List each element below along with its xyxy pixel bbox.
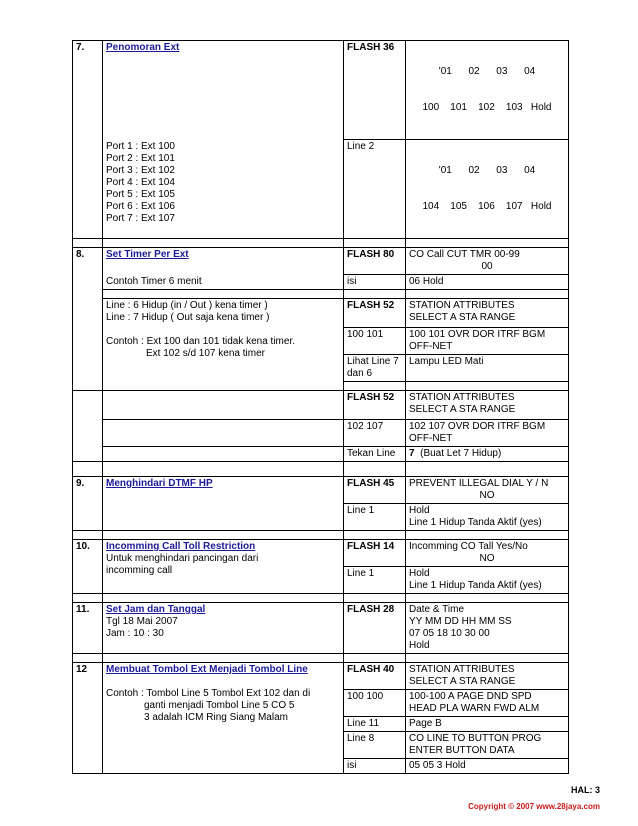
flash-code: FLASH 45	[344, 477, 406, 504]
flash-values: CO Call CUT TMR 00-99 00	[406, 248, 569, 275]
table-row	[73, 140, 569, 239]
line-values: Page B	[406, 717, 569, 732]
flash-code: FLASH 40	[344, 663, 406, 690]
line-label: Line 8	[344, 732, 406, 759]
line-label: Line 1	[344, 567, 406, 594]
table-row	[73, 603, 569, 654]
settings-table	[72, 40, 569, 774]
table-row	[73, 540, 569, 567]
row-number: 11.	[73, 603, 103, 654]
table-row	[73, 420, 569, 447]
flash-code: FLASH 52	[344, 299, 406, 328]
flash-code: FLASH 52	[344, 391, 406, 420]
flash-code: FLASH 14	[344, 540, 406, 567]
line-label: Line 2	[344, 140, 406, 239]
row-title-cell: Membuat Tombol Ext Menjadi Tombol Line Contoh : Tombol Line 5 Tombol Ext 102 dan di ganti menjadi Tombol Line 5 CO 5 3 adalah ICM Ring Siang Malam	[103, 663, 344, 774]
ext-range-values: 100 101 OVR DOR ITRF BGM OFF-NET	[406, 328, 569, 355]
lihat-label: Lihat Line 7 dan 6	[344, 355, 406, 382]
copyright-notice: Copyright © 2007 www.28jaya.com	[468, 802, 600, 811]
row-title: Penomoran Ext	[103, 41, 344, 140]
table-row	[73, 248, 569, 275]
row-title: Incomming Call Toll Restriction	[106, 541, 256, 552]
ext-range: 100 101	[344, 328, 406, 355]
row-title: Membuat Tombol Ext Menjadi Tombol Line	[106, 664, 308, 675]
table-row	[73, 447, 569, 462]
flash-values: STATION ATTRIBUTES SELECT A STA RANGE	[406, 299, 569, 328]
flash-values: '01 02 03 04 100 101 102 103 Hold	[406, 41, 569, 140]
flash-values: PREVENT ILLEGAL DIAL Y / N NO	[406, 477, 569, 504]
row-title: Menghindari DTMF HP	[103, 477, 344, 531]
ext-range-values: 100-100 A PAGE DND SPD HEAD PLA WARN FWD ALM	[406, 690, 569, 717]
row-title-cell	[103, 248, 344, 275]
flash-code: FLASH 28	[344, 603, 406, 654]
ext-range: 102 107	[344, 420, 406, 447]
flash-values: STATION ATTRIBUTES SELECT A STA RANGE	[406, 663, 569, 690]
isi-label: isi	[344, 275, 406, 290]
list-item: Port 3 : Ext 102	[106, 164, 175, 176]
list-item: Port 6 : Ext 106	[106, 200, 175, 212]
list-item: Port 7 : Ext 107	[106, 212, 175, 224]
flash-values: STATION ATTRIBUTES SELECT A STA RANGE	[406, 391, 569, 420]
page-number: HAL: 3	[571, 785, 600, 795]
ext-range-values: 102 107 OVR DOR ITRF BGM OFF-NET	[406, 420, 569, 447]
row-number: 8.	[73, 248, 103, 391]
row-title: Set Timer Per Ext	[106, 249, 189, 260]
isi-value: 06 Hold	[406, 275, 569, 290]
port-list	[103, 140, 344, 239]
example-text: Contoh Timer 6 menit	[103, 275, 344, 290]
line-label: Line 11	[344, 717, 406, 732]
table-row	[73, 299, 569, 328]
line-values: Hold Line 1 Hidup Tanda Aktif (yes)	[406, 504, 569, 531]
table-row	[73, 41, 569, 140]
list-item: Port 2 : Ext 101	[106, 152, 175, 164]
timer-notes: Line : 6 Hidup (in / Out ) kena timer ) Line : 7 Hidup ( Out saja kena timer ) Contoh : Ext 100 dan 101 tidak kena timer. Ext 102 s/d 107 kena timer	[103, 299, 344, 391]
row-number: 12	[73, 663, 103, 774]
row-title: Set Jam dan Tanggal	[106, 604, 206, 615]
flash-code: FLASH 36	[344, 41, 406, 140]
tekan-value: 7 (Buat Let 7 Hidup)	[406, 447, 569, 462]
line-label: Line 1	[344, 504, 406, 531]
flash-values: Date & Time YY MM DD HH MM SS 07 05 18 10 30 00 Hold	[406, 603, 569, 654]
row-number: 9.	[73, 477, 103, 531]
row-number: 7.	[73, 41, 103, 140]
line-values: '01 02 03 04 104 105 106 107 Hold	[406, 140, 569, 239]
isi-value: 05 05 3 Hold	[406, 759, 569, 774]
table-row	[73, 275, 569, 290]
row-title-cell: Incomming Call Toll Restriction Untuk menghindari pancingan dari incomming call	[103, 540, 344, 594]
list-item: Port 4 : Ext 104	[106, 176, 175, 188]
tekan-label: Tekan Line	[344, 447, 406, 462]
line-values: Hold Line 1 Hidup Tanda Aktif (yes)	[406, 567, 569, 594]
table-row	[73, 477, 569, 504]
table-row	[73, 663, 569, 690]
list-item: Port 1 : Ext 100	[106, 140, 175, 152]
ext-range: 100 100	[344, 690, 406, 717]
row-title-cell: Set Jam dan Tanggal Tgl 18 Mai 2007 Jam : 10 : 30	[103, 603, 344, 654]
row-number: 10.	[73, 540, 103, 594]
document-page	[72, 40, 568, 774]
line-values: CO LINE TO BUTTON PROG ENTER BUTTON DATA	[406, 732, 569, 759]
table-row	[73, 391, 569, 420]
flash-code: FLASH 80	[344, 248, 406, 275]
isi-label: isi	[344, 759, 406, 774]
flash-values: Incomming CO Tall Yes/No NO	[406, 540, 569, 567]
list-item: Port 5 : Ext 105	[106, 188, 175, 200]
lampu-value: Lampu LED Mati	[406, 355, 569, 382]
